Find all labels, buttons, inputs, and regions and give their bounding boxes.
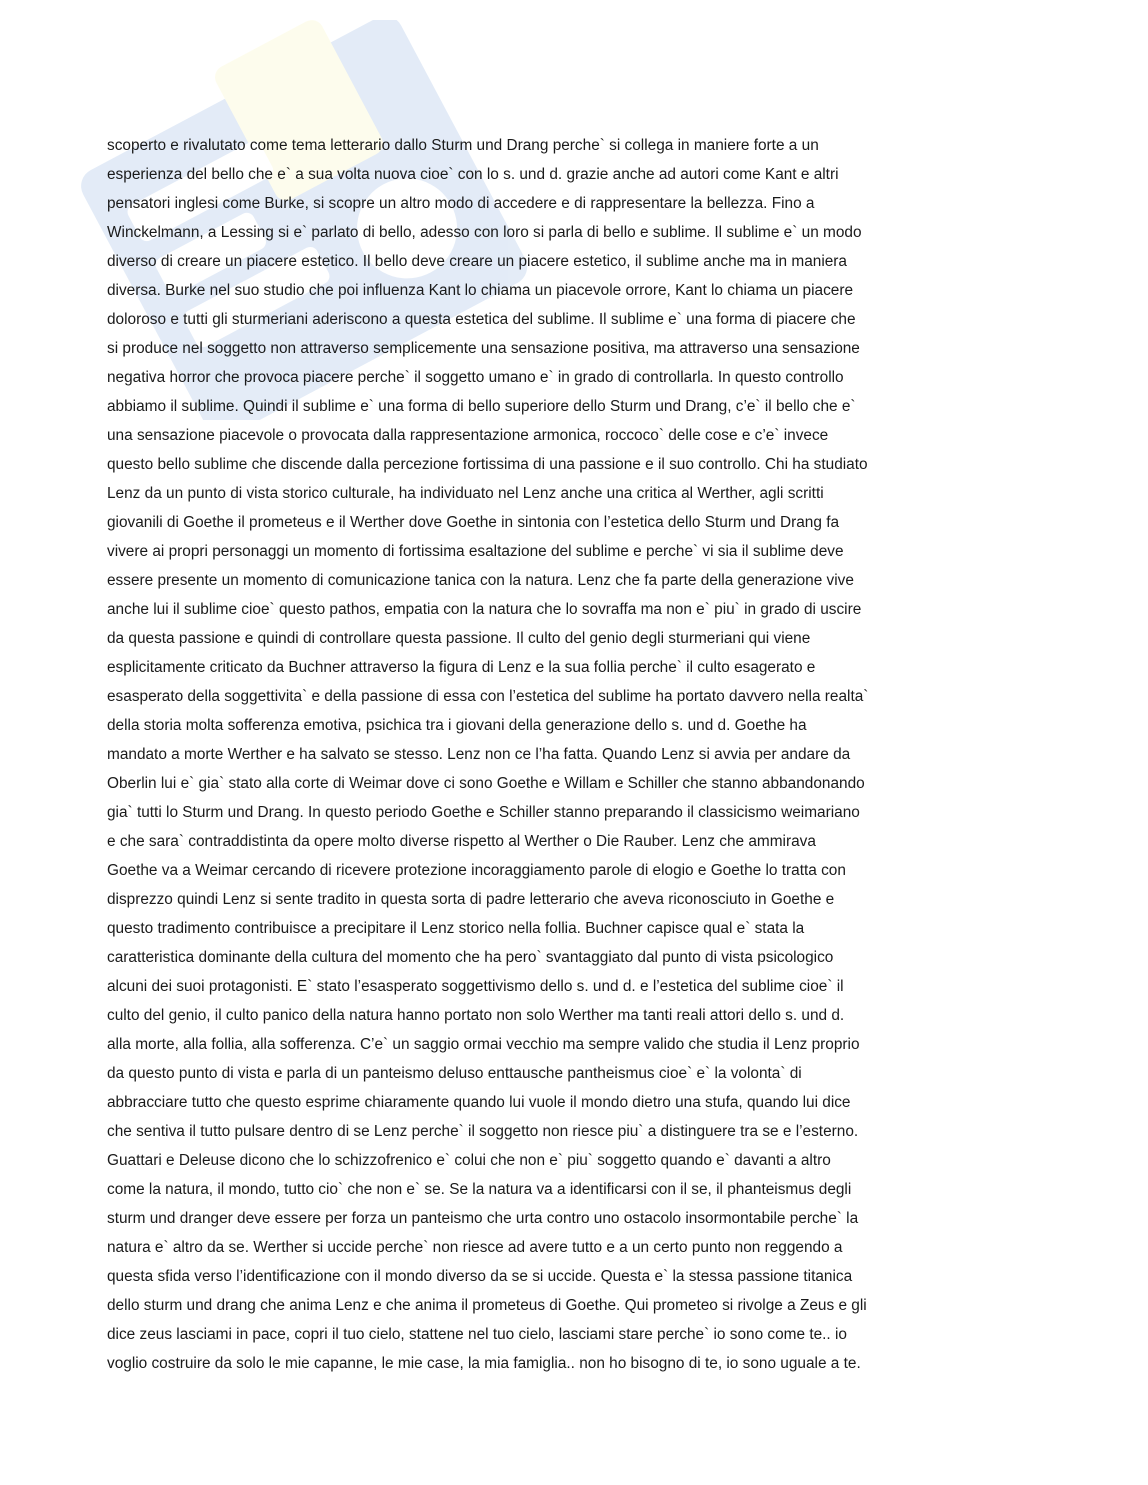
text-line: da questo punto di vista e parla di un panteismo deluso enttausche pantheismus cioe` e` la volonta` di [107,1065,802,1082]
text-line: e che sara` contraddistinta da opere molto diverse rispetto al Werther o Die Rauber. Lenz che ammirava [107,833,816,850]
text-line: esasperato della soggettivita` e della passione di essa con l’estetica del sublime ha portato davvero nella realta` [107,688,869,705]
text-line: natura e` altro da se. Werther si uccide perche` non riesce ad avere tutto e a un certo punto non reggendo a [107,1239,843,1256]
text-line: doloroso e tutti gli sturmeriani aderiscono a questa estetica del sublime. Il sublime e` una forma di piacere che [107,311,856,328]
text-line: questo tradimento contribuisce a precipitare il Lenz storico nella follia. Buchner capisce qual e` stata la [107,920,805,937]
text-line: sturm und dranger deve essere per forza un panteismo che urta contro uno ostacolo insormontabile perche` la [107,1210,859,1227]
text-line: Guattari e Deleuse dicono che lo schizzofrenico e` colui che non e` piu` soggetto quando e` davanti a altro [107,1152,831,1169]
text-line: della storia molta sofferenza emotiva, psichica tra i giovani della generazione dello s. und d. Goethe ha [107,717,807,734]
text-line: Winckelmann, a Lessing si e` parlato di bello, adesso con loro si parla di bello e sublime. Il sublime e` un modo [107,224,862,241]
text-line: alla morte, alla follia, alla sofferenza. C’e` un saggio ormai vecchio ma sempre valido che studia il Lenz proprio [107,1036,860,1053]
text-line: anche lui il sublime cioe` questo pathos, empatia con la natura che lo sovraffa ma non e` piu` in grado di uscire [107,601,862,618]
text-line: voglio costruire da solo le mie capanne, le mie case, la mia famiglia.. non ho bisogno di te, io sono uguale a te. [107,1355,861,1372]
text-line: che sentiva il tutto pulsare dentro di se Lenz perche` il soggetto non riesce piu` a distinguere tra se e l’esterno. [107,1123,859,1140]
text-line: scoperto e rivalutato come tema letterario dallo Sturm und Drang perche` si collega in maniere forte a un [107,137,819,154]
text-line: pensatori inglesi come Burke, si scopre un altro modo di accedere e di rappresentare la bellezza. Fino a [107,195,815,212]
text-line: culto del genio, il culto panico della natura hanno portato non solo Werther ma tanti reali attori dello s. und d. [107,1007,845,1024]
text-line: questo bello sublime che discende dalla percezione fortissima di una passione e il suo controllo. Chi ha studiato [107,456,868,473]
text-line: caratteristica dominante della cultura del momento che ha pero` svantaggiato dal punto di vista psicologico [107,949,834,966]
text-line: abbracciare tutto che questo esprime chiaramente quando lui vuole il mondo dietro una stufa, quando lui dice [107,1094,851,1111]
text-line: esplicitamente criticato da Buchner attraverso la figura di Lenz e la sua follia perche` il culto esagerato e [107,659,816,676]
text-line: una sensazione piacevole o provocata dalla rappresentazione armonica, roccoco` delle cose e c’e` invece [107,427,829,444]
text-line: diverso di creare un piacere estetico. Il bello deve creare un piacere estetico, il sublime anche ma in maniera [107,253,847,270]
text-line: Oberlin lui e` gia` stato alla corte di Weimar dove ci sono Goethe e Willam e Schiller che stanno abbandonando [107,775,865,792]
text-line: dice zeus lasciami in pace, copri il tuo cielo, stattene nel tuo cielo, lasciami stare perche` io sono come te.. io [107,1326,847,1343]
text-line: dello sturm und drang che anima Lenz e che anima il prometeus di Goethe. Qui prometeo si rivolge a Zeus e gli [107,1297,867,1314]
text-line: giovanili di Goethe il prometeus e il Werther dove Goethe in sintonia con l’estetica dello Sturm und Drang fa [107,514,840,531]
text-line: negativa horror che provoca piacere perche` il soggetto umano e` in grado di controllarla. In questo controllo [107,369,844,386]
text-line: Goethe va a Weimar cercando di ricevere protezione incoraggiamento parole di elogio e Goethe lo tratta con [107,862,846,879]
text-line: mandato a morte Werther e ha salvato se stesso. Lenz non ce l’ha fatta. Quando Lenz si avvia per andare da [107,746,851,763]
text-line: gia` tutti lo Sturm und Drang. In questo periodo Goethe e Schiller stanno preparando il classicismo weimariano [107,804,860,821]
text-line: alcuni dei suoi protagonisti. E` stato l’esasperato soggettivismo dello s. und d. e l’estetica del sublime cioe` il [107,978,844,995]
text-line: da questa passione e quindi di controllare questa passione. Il culto del genio degli sturmeriani qui viene [107,630,811,647]
text-line: essere presente un momento di comunicazione tanica con la natura. Lenz che fa parte della generazione vive [107,572,854,589]
text-line: questa sfida verso l’identificazione con il mondo diverso da se si uccide. Questa e` la stessa passione titanica [107,1268,853,1285]
text-line: diversa. Burke nel suo studio che poi influenza Kant lo chiama un piacevole orrore, Kant lo chiama un piacere [107,282,854,299]
body-text [107,131,1042,1378]
text-line: vivere ai propri personaggi un momento di fortissima esaltazione del sublime e perche` vi sia il sublime deve [107,543,844,560]
text-line: si produce nel soggetto non attraverso semplicemente una sensazione positiva, ma attraverso una sensazione [107,340,860,357]
text-line: esperienza del bello che e` a sua volta nuova cioe` con lo s. und d. grazie anche ad autori come Kant e altri [107,166,839,183]
text-line: come la natura, il mondo, tutto cio` che non e` se. Se la natura va a identificarsi con il se, il phanteismus degli [107,1181,852,1198]
text-line: disprezzo quindi Lenz si sente tradito in questa sorta di padre letterario che aveva riconosciuto in Goethe e [107,891,835,908]
text-line: abbiamo il sublime. Quindi il sublime e` una forma di bello superiore dello Sturm und Drang, c’e` il bello che e` [107,398,856,415]
text-line: Lenz da un punto di vista storico culturale, ha individuato nel Lenz anche una critica al Werther, agli scritti [107,485,824,502]
